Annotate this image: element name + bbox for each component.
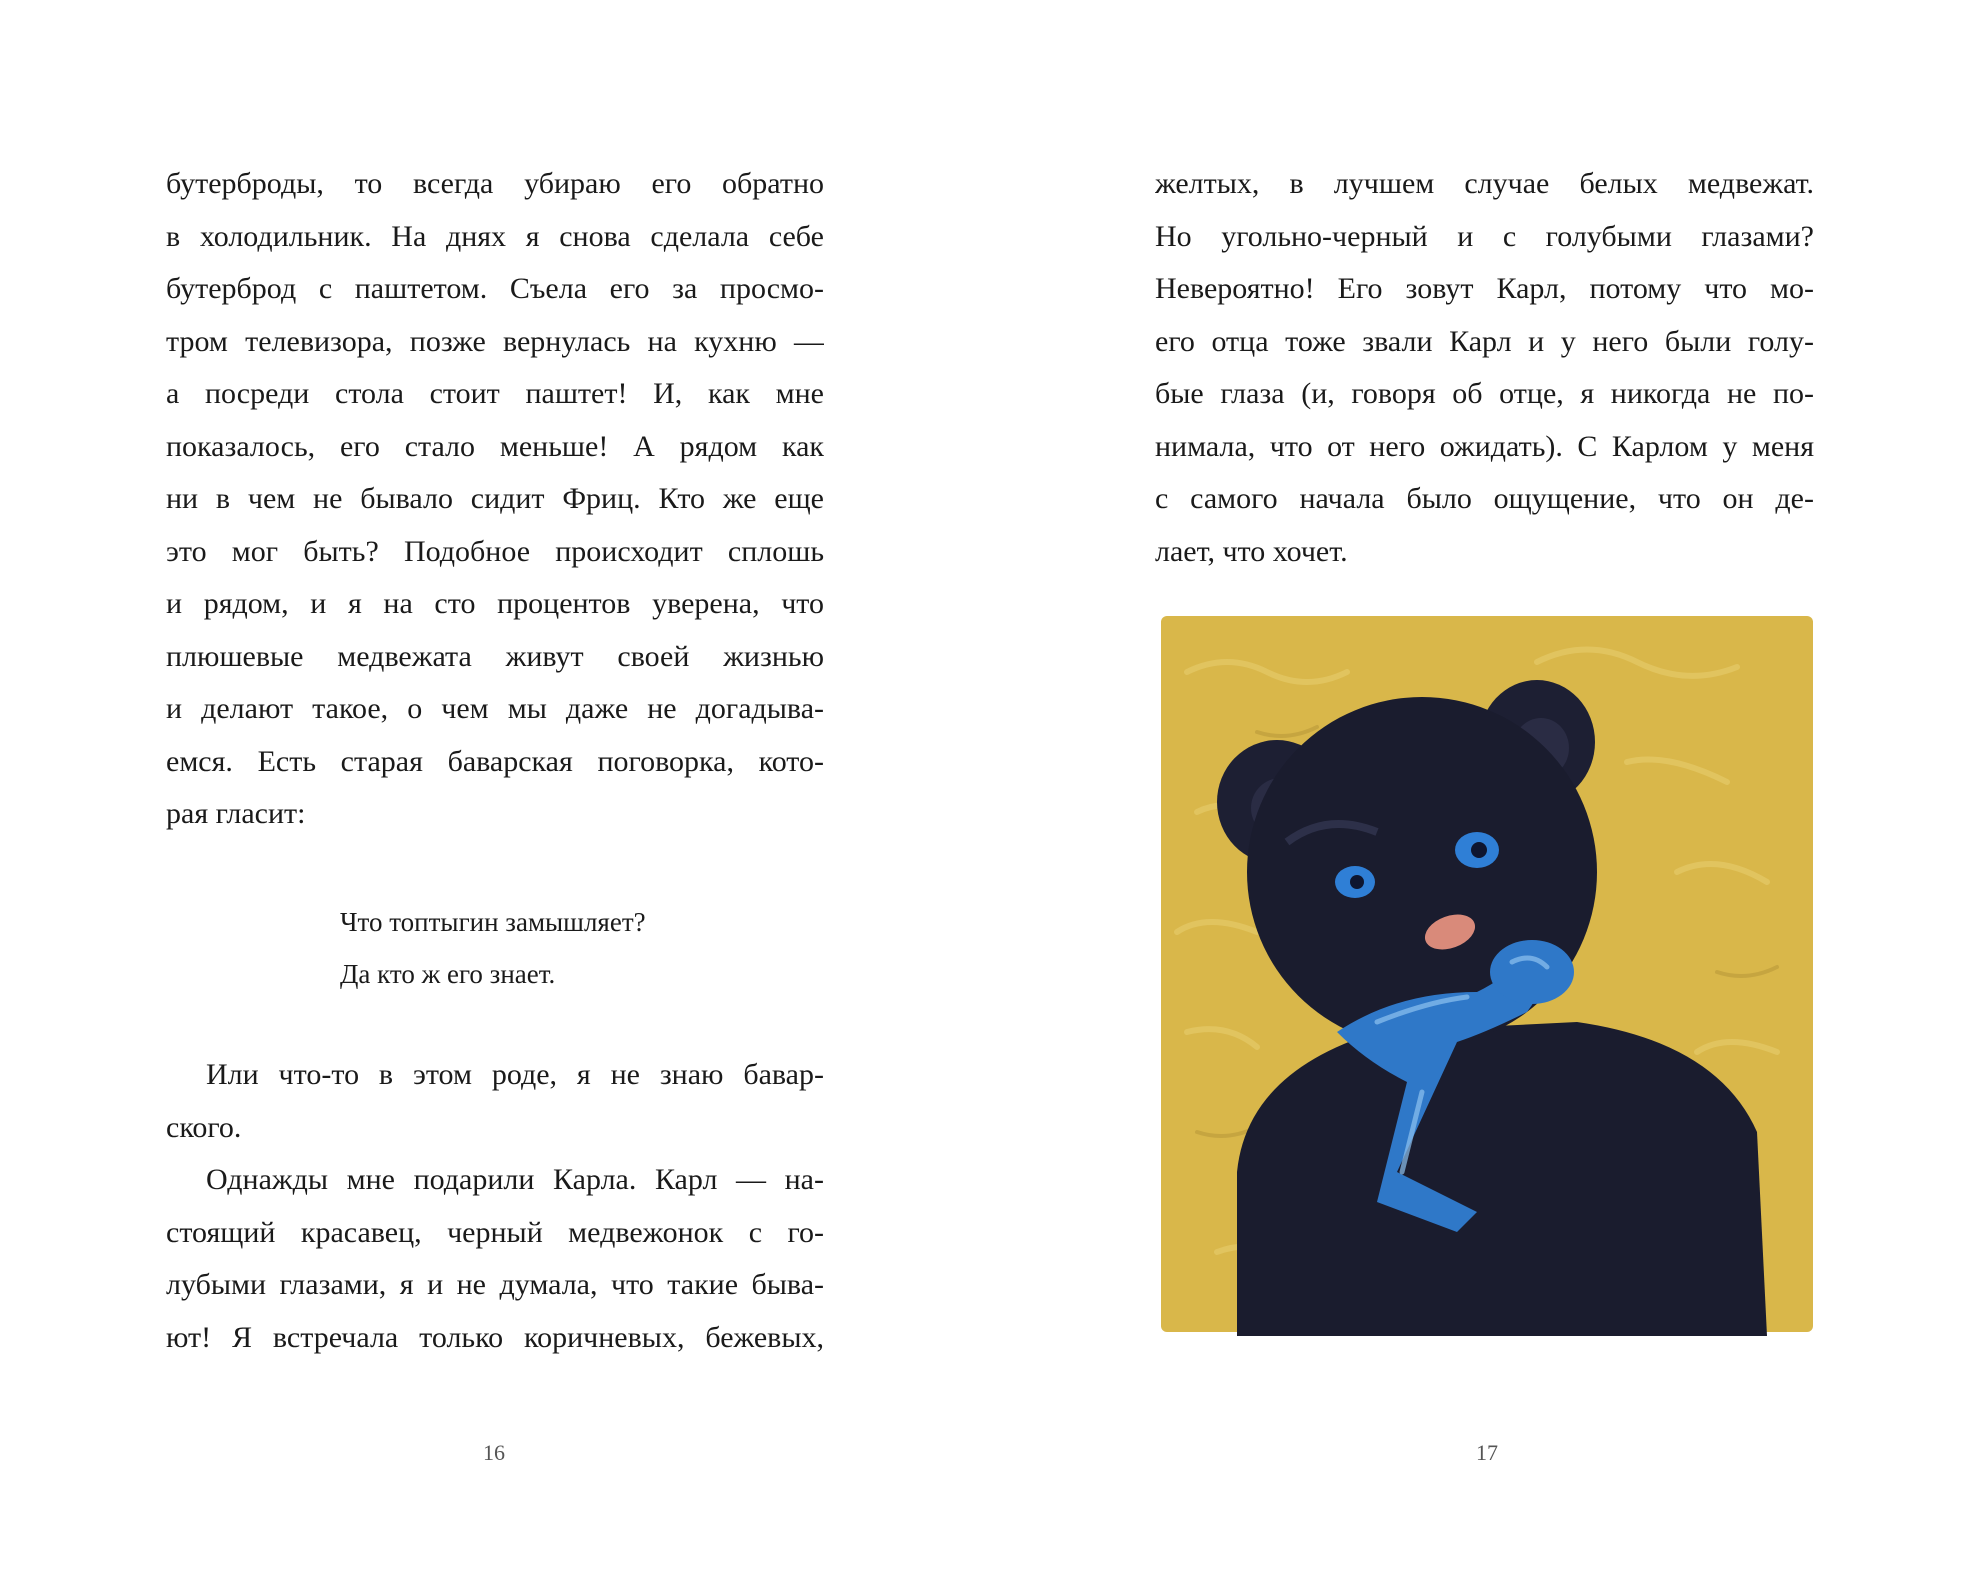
text-line: лубыми глазами, я и не думала, что такие быва- (166, 1268, 824, 1301)
text-line: и рядом, и я на сто процентов уверена, что (166, 587, 824, 620)
text-line: и делают такое, о чем мы даже не догадыва- (166, 692, 824, 725)
text-line: желтых, в лучшем случае белых медвежат. (1155, 167, 1814, 200)
text-line: тром телевизора, позже вернулась на кухню — (166, 324, 824, 358)
text-line: стоящий красавец, черный медвежонок с го- (166, 1215, 824, 1249)
text-line: показалось, его стало меньше! А рядом как (166, 429, 824, 463)
text-line: рая гласит: (166, 797, 306, 830)
text-line: емся. Есть старая баварская поговорка, кото- (166, 744, 824, 778)
text-line: это мог быть? Подобное происходит сплошь (166, 534, 824, 568)
text-line: плюшевые медвежата живут своей жизнью (166, 639, 824, 673)
page-number: 16 (483, 1440, 505, 1465)
text-line: с самого начала было ощущение, что он де- (1155, 482, 1814, 515)
teddy-bear-illustration (1157, 612, 1817, 1336)
text-line: его отца тоже звали Карл и у него были голу- (1155, 324, 1814, 358)
bear-painting (1157, 612, 1817, 1336)
text-line: бутерброды, то всегда убираю его обратно (166, 167, 824, 200)
text-line: Или что-то в этом роде, я не знаю бавар- (206, 1058, 824, 1091)
text-line: нимала, что от него ожидать). С Карлом у меня (1155, 429, 1814, 463)
text-line: Однажды мне подарили Карла. Карл — на- (206, 1163, 824, 1196)
verse-quote (340, 896, 646, 1000)
page-number: 17 (1476, 1440, 1498, 1465)
text-line: ни в чем не бывало сидит Фриц. Кто же еще (166, 482, 824, 515)
verse-line: Да кто ж его знает. (340, 959, 556, 989)
text-line: Невероятно! Его зовут Карл, потому что мо- (1155, 272, 1814, 305)
text-line: а посреди стола стоит паштет! И, как мне (166, 377, 824, 410)
text-line: Но угольно-черный и с голубыми глазами? (1155, 219, 1814, 253)
right-main-paragraph (1155, 158, 1814, 578)
verse-line: Что топтыгин замышляет? (340, 907, 646, 937)
bear-body (1237, 1022, 1767, 1336)
text-line: ют! Я встречала только коричневых, бежевых, (166, 1320, 824, 1354)
text-line: в холодильник. На днях я снова сделала себе (166, 219, 824, 253)
text-line: лает, что хочет. (1155, 534, 1348, 568)
left-main-paragraph (166, 158, 824, 841)
text-line: ского. (166, 1110, 242, 1144)
text-line: бутерброд с паштетом. Съела его за просмо- (166, 272, 824, 305)
text-line: бые глаза (и, говоря об отце, я никогда не по- (1155, 377, 1814, 410)
left-after-paragraph (166, 1049, 824, 1364)
